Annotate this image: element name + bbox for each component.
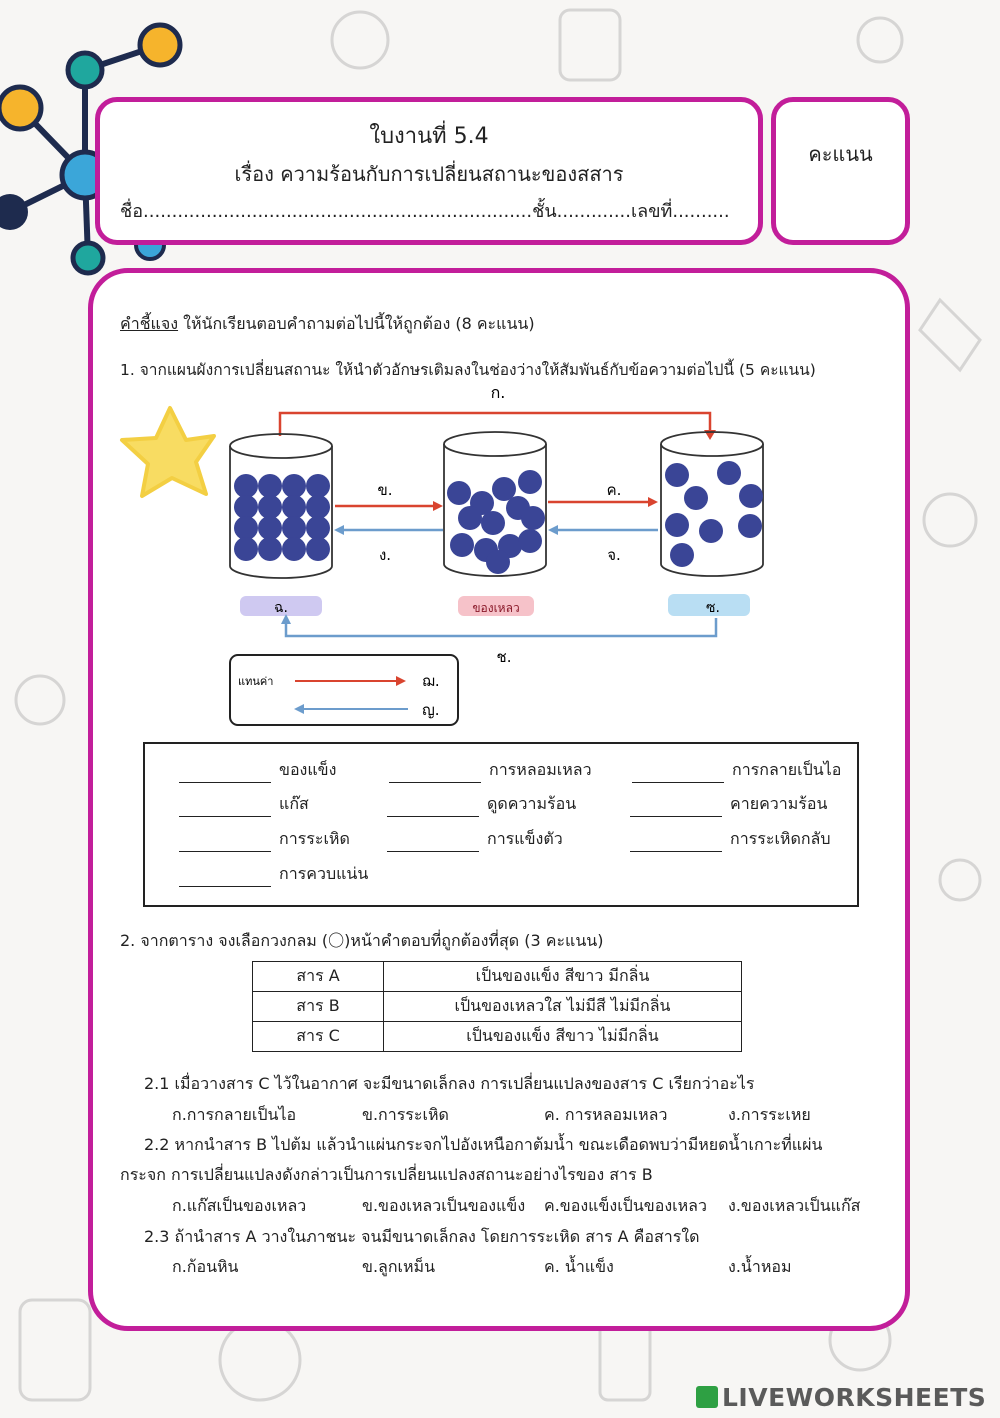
particle [306, 516, 330, 540]
word-item[interactable]: การกลายเป็นไอ [632, 758, 841, 783]
q22-option-c[interactable]: ค.ของแข็งเป็นของเหลว [544, 1196, 707, 1215]
particle [234, 495, 258, 519]
word-item[interactable]: คายความร้อน [630, 792, 827, 817]
word-item[interactable]: การแข็งตัว [387, 827, 563, 852]
word-item[interactable]: ของแข็ง [179, 758, 336, 783]
instructions [120, 312, 535, 337]
particle [486, 550, 510, 574]
q23-option-d[interactable]: ง.น้ำหอม [728, 1257, 792, 1276]
word-item[interactable]: การควบแน่น [179, 862, 368, 887]
legend-blue-label: ญ. [422, 701, 440, 719]
word-item[interactable]: การระเหิด [179, 827, 350, 852]
arrow-d-label: ง. [378, 546, 392, 564]
logo-badge-icon [696, 1386, 718, 1408]
particle [282, 516, 306, 540]
particle [258, 474, 282, 498]
arrow-e-label: จ. [607, 546, 621, 564]
table-row [253, 992, 742, 1022]
particle [458, 506, 482, 530]
word-item[interactable]: การหลอมเหลว [389, 758, 592, 783]
arrow-c-label: ค. [606, 481, 622, 499]
particle [521, 506, 545, 530]
particle [665, 513, 689, 537]
state-label-middle: ของเหลว [472, 601, 520, 615]
score-box [771, 97, 910, 245]
bottom-arrow-label: ช. [496, 648, 512, 666]
word-bank-box [143, 742, 859, 907]
instructions-text: ให้นักเรียนตอบคำถามต่อไปนี้ให้ถูกต้อง (8 คะแนน) [183, 314, 535, 333]
word-item[interactable]: ดูดความร้อน [387, 792, 576, 817]
title-box [95, 97, 763, 245]
q21-option-a[interactable]: ก.การกลายเป็นไอ [172, 1105, 297, 1124]
q1-prompt: 1. จากแผนผังการเปลี่ยนสถานะ ให้นำตัวอักษรเติมลงในช่องว่างให้สัมพันธ์กับข้อความต่อไปนี้ (5 คะแนน) [120, 361, 816, 379]
q22-text-line2: กระจก การเปลี่ยนแปลงดังกล่าวเป็นการเปลี่ยนแปลงสถานะอย่างไรของ สาร B [120, 1165, 653, 1184]
star-icon [122, 408, 214, 496]
particle [699, 519, 723, 543]
score-label: คะแนน [808, 142, 873, 166]
particle [670, 543, 694, 567]
q22-option-a[interactable]: ก.แก๊สเป็นของเหลว [172, 1196, 307, 1215]
q21-option-b[interactable]: ข.การระเหิด [362, 1105, 449, 1124]
q21-option-d[interactable]: ง.การระเหย [728, 1105, 811, 1124]
particle [282, 537, 306, 561]
particle [717, 461, 741, 485]
q2-prompt: 2. จากตาราง จงเลือกวงกลม (〇)หน้าคำตอบที่ถูกต้องที่สุด (3 คะแนน) [120, 931, 604, 950]
particle [684, 486, 708, 510]
particle [234, 537, 258, 561]
particle [306, 537, 330, 561]
flask-icon [332, 12, 388, 68]
legend-red-label: ฌ. [422, 672, 440, 690]
top-arrow-label: ก. [490, 383, 506, 402]
arrow-b-label: ข. [377, 481, 393, 499]
q23-text: 2.3 ถ้านำสาร A วางในภาชนะ จนมีขนาดเล็กลง โดยการระเหิด สาร A คือสารใด [144, 1227, 700, 1246]
q23-option-c[interactable]: ค. น้ำแข็ง [544, 1257, 614, 1276]
particle [306, 495, 330, 519]
q23-option-a[interactable]: ก.ก้อนหิน [172, 1257, 239, 1276]
particle [481, 511, 505, 535]
instructions-heading: คำชี้แจง [120, 314, 179, 333]
liveworksheets-logo[interactable]: LIVEWORKSHEETS [696, 1383, 986, 1412]
particle [518, 529, 542, 553]
worksheet-title: ใบงานที่ 5.4 [369, 124, 489, 149]
word-item[interactable]: การระเหิดกลับ [630, 827, 831, 852]
table-cell: สาร A [253, 962, 384, 992]
q22-text-line1: 2.2 หากนำสาร B ไปต้ม แล้วนำแผ่นกระจกไปอังเหนือกาต้มน้ำ ขณะเดือดพบว่ามีหยดน้ำเกาะที่แผ่น [144, 1135, 823, 1154]
table-cell: สาร C [253, 1022, 384, 1052]
particle [234, 474, 258, 498]
table-row [253, 962, 742, 992]
particle [739, 484, 763, 508]
bottom-arrow [286, 618, 716, 636]
worksheet-subtitle: เรื่อง ความร้อนกับการเปลี่ยนสถานะของสสาร [234, 162, 624, 186]
state-label-right: ซ. [706, 600, 720, 616]
table-row [253, 1022, 742, 1052]
q21-option-c[interactable]: ค. การหลอมเหลว [544, 1105, 668, 1124]
solid-particles [234, 474, 330, 561]
substance-table [252, 961, 742, 1052]
particle [258, 537, 282, 561]
particle [282, 474, 306, 498]
particle [306, 474, 330, 498]
particle [450, 533, 474, 557]
particle [447, 481, 471, 505]
particle [738, 514, 762, 538]
table-cell: เป็นของแข็ง สีขาว ไม่มีกลิ่น [384, 1022, 742, 1052]
state-change-diagram [110, 378, 890, 734]
liquid-particles [447, 470, 545, 574]
q23-option-b[interactable]: ข.ลูกเหม็น [362, 1257, 436, 1276]
table-cell: สาร B [253, 992, 384, 1022]
particle [665, 463, 689, 487]
particle [258, 495, 282, 519]
word-item[interactable]: แก๊ส [179, 792, 309, 817]
state-label-left: ฉ. [274, 600, 288, 616]
particle [518, 470, 542, 494]
legend-title: แทนค่า [238, 675, 274, 688]
particle [234, 516, 258, 540]
q22-option-b[interactable]: ข.ของเหลวเป็นของแข็ง [362, 1196, 526, 1215]
gas-particles [665, 461, 763, 567]
table-cell: เป็นของแข็ง สีขาว มีกลิ่น [384, 962, 742, 992]
particle [282, 495, 306, 519]
particle [258, 516, 282, 540]
name-class-number-line[interactable]: ชื่อ....................................................................ชั้น.............เลขที่.......... [120, 201, 730, 222]
q22-option-d[interactable]: ง.ของเหลวเป็นแก๊ส [728, 1196, 861, 1215]
q21-text: 2.1 เมื่อวางสาร C ไว้ในอากาศ จะมีขนาดเล็กลง การเปลี่ยนแปลงของสาร C เรียกว่าอะไร [144, 1074, 755, 1093]
table-cell: เป็นของเหลวใส ไม่มีสี ไม่มีกลิ่น [384, 992, 742, 1022]
